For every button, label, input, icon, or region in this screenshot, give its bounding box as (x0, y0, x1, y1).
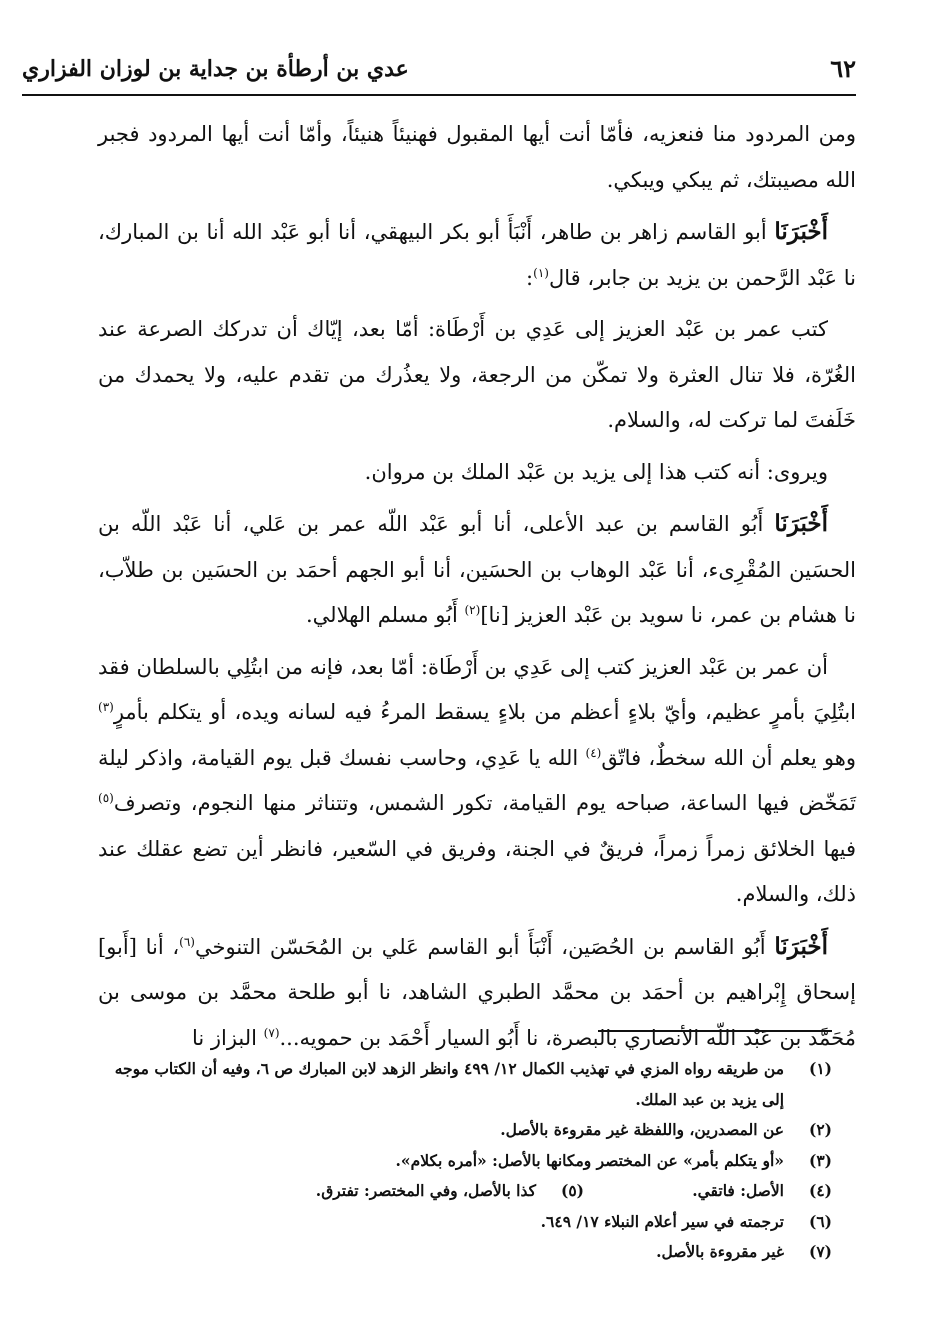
paragraph-text: أَبُو مسلم الهلالي. (306, 603, 465, 627)
footnote-4 (584, 1176, 832, 1207)
paragraph-text: الله يا عَدِي، وحاسب نفسك قبل يوم القيامة، واذكر ليلة تَمَخّض فيها الساعة، صباحه يوم القيامة، تكور الشمس، وتتناثر منها النجوم، وتصرف (98, 745, 856, 815)
footnote-text: عن المصدرين، واللفظة غير مقروءة بالأصل. (500, 1120, 784, 1139)
footnote-3 (98, 1146, 832, 1177)
footnote-number: (٣) (808, 1150, 832, 1170)
footnote-text: غير مقروءة بالأصل. (656, 1242, 784, 1261)
footnote-7 (98, 1237, 832, 1268)
footnote-number: (١) (808, 1059, 832, 1078)
paragraph-text: : (526, 265, 534, 290)
footnote-ref[interactable]: (١) (533, 265, 549, 280)
footnote-6 (98, 1207, 832, 1238)
footnote-2 (98, 1115, 832, 1146)
paragraph-text: أن عمر بن عَبْد العزيز كتب إلى عَدِي بن أَرْطَاة: أمّا بعد، فإنه من ابتُلِي بالسلطان فقد ابتُلِيَ بأمرٍ عظيم، وأيّ بلاءٍ أعظم من بلاءٍ يسقط المرءُ فيه لسانه ويده، أو يتكلم بأمرٍ (98, 654, 856, 724)
paragraph-lead-word: أَخْبَرَنَا (774, 510, 828, 537)
paragraph-7 (98, 924, 856, 1062)
paragraph-text: أَبُو القاسم بن عبد الأعلى، أنا أبو عَبْد اللّه عمر بن عَلي، أنا عَبْد اللّه بن الحسَين المُقْرِىء، أنا عَبْد الوهاب بن الحسَين، أنا أبو الجهم أحمَد بن الحسَين بن طلاّب، نا هشام بن عمر، نا سويد بن عَبْد العزيز [نا] (98, 512, 856, 627)
paragraph-4: ويروى: أنه كتب هذا إلى يزيد بن عَبْد الملك بن مروان. (364, 459, 828, 484)
footnote-number: (٥) (560, 1181, 584, 1200)
paragraph-5 (98, 501, 856, 639)
paragraph-3: كتب عمر بن عَبْد العزيز إلى عَدِي بن أَرْطَاة: أمّا بعد، إيّاك أن تدركك الصرعة عند الغُرّة، فلا تنال العثرة ولا تمكّن من الرجعة، ولا يعذُرك من تقدم عليه، ولا يحمدك من خَلَفتَ لما تركت له، والسلام. (98, 317, 856, 432)
footnote-ref[interactable]: (٣) (98, 700, 114, 714)
page-header (22, 52, 856, 96)
footnote-5 (316, 1176, 584, 1207)
footnote-text: ترجمته في سير أعلام النبلاء ١٧/ ٦٤٩. (540, 1211, 784, 1231)
footnote-row (98, 1176, 832, 1207)
footnote-ref[interactable]: (٥) (98, 791, 114, 805)
footnote-text: من طريقه رواه المزي في تهذيب الكمال ١٢/ ٤٩٩ وانظر الزهد لابن المبارك ص ٦، وفيه أن الكتاب موجه إلى يزيد بن عبد الملك. (114, 1059, 784, 1109)
paragraph-lead-word: أَخْبَرَنَا (774, 932, 828, 960)
footnote-1 (98, 1054, 832, 1115)
main-text (98, 112, 856, 1067)
paragraph-1: ومن المردود منا فنعزيه، فأمّا أنت أيها المقبول فهنيئاً هنيئاً، وأمّا أنت أيها المردود فجبر الله مصيبتك، ثم يبكي ويبكي. (98, 122, 856, 192)
footnote-text: «أو يتكلم بأمر» عن المختصر ومكانها بالأصل: «أمره بكلام». (395, 1150, 784, 1170)
footnote-separator (598, 1030, 832, 1032)
paragraph-lead-word: أَخْبَرَنَا (774, 218, 828, 245)
page-number: ٦٢ (830, 54, 856, 83)
footnote-number: (٢) (808, 1120, 832, 1139)
paragraph-text: أبو القاسم زاهر بن طاهر، أَنْبَأَ أبو بكر البيهقي، أنا أبو عَبْد الله أنا بن المبارك، نا عَبْد الرَّحمن بن يزيد بن جابر، قال (98, 220, 856, 290)
paragraph-text: البزاز نا (191, 1025, 264, 1050)
paragraph-text: وهو يعلم أن الله سخطٌ، فاتّق (601, 745, 856, 770)
footnote-ref[interactable]: (٢) (464, 603, 481, 617)
footnote-number: (٦) (808, 1211, 832, 1231)
footnote-ref[interactable]: (٤) (585, 745, 602, 760)
paragraph-text: أَبُو القاسم بن الحُصَين، أَنْبَأَ أبو القاسم عَلي بن المُحَسّن التنوخي (194, 934, 766, 959)
footnote-ref[interactable]: (٦) (179, 934, 195, 949)
footnote-number: (٧) (808, 1242, 832, 1261)
footnote-ref[interactable]: (٧) (263, 1025, 280, 1040)
footnote-text: الأصل: فاتقي. (692, 1181, 784, 1200)
running-title: عدي بن أرطأة بن جداية بن لوزان الفزاري (22, 56, 409, 82)
footnote-number: (٤) (808, 1181, 832, 1200)
paragraph-text: ، أنا [أَبو] إسحاق إِبْراهيم بن أحمَد بن محمَّد الطبري الشاهد، نا أبو طلحة محمَّد بن موسى بن مُحَمَّد بن عَبْد اللّه الأنصاري بالبصرة، نا أَبُو السيار أَحْمَد بن حمويه... (98, 934, 856, 1050)
paragraph-6 (98, 645, 856, 918)
paragraph-2 (98, 209, 856, 301)
footnotes (98, 1054, 832, 1268)
paragraph-text: فيها الخلائق زمراً زمراً، فريقٌ في الجنة، وفريق في السّعير، فانظر أين تضع عقلك عند ذلك، والسلام. (98, 836, 856, 906)
footnote-text: كذا بالأصل، وفي المختصر: تفترق. (315, 1181, 536, 1200)
